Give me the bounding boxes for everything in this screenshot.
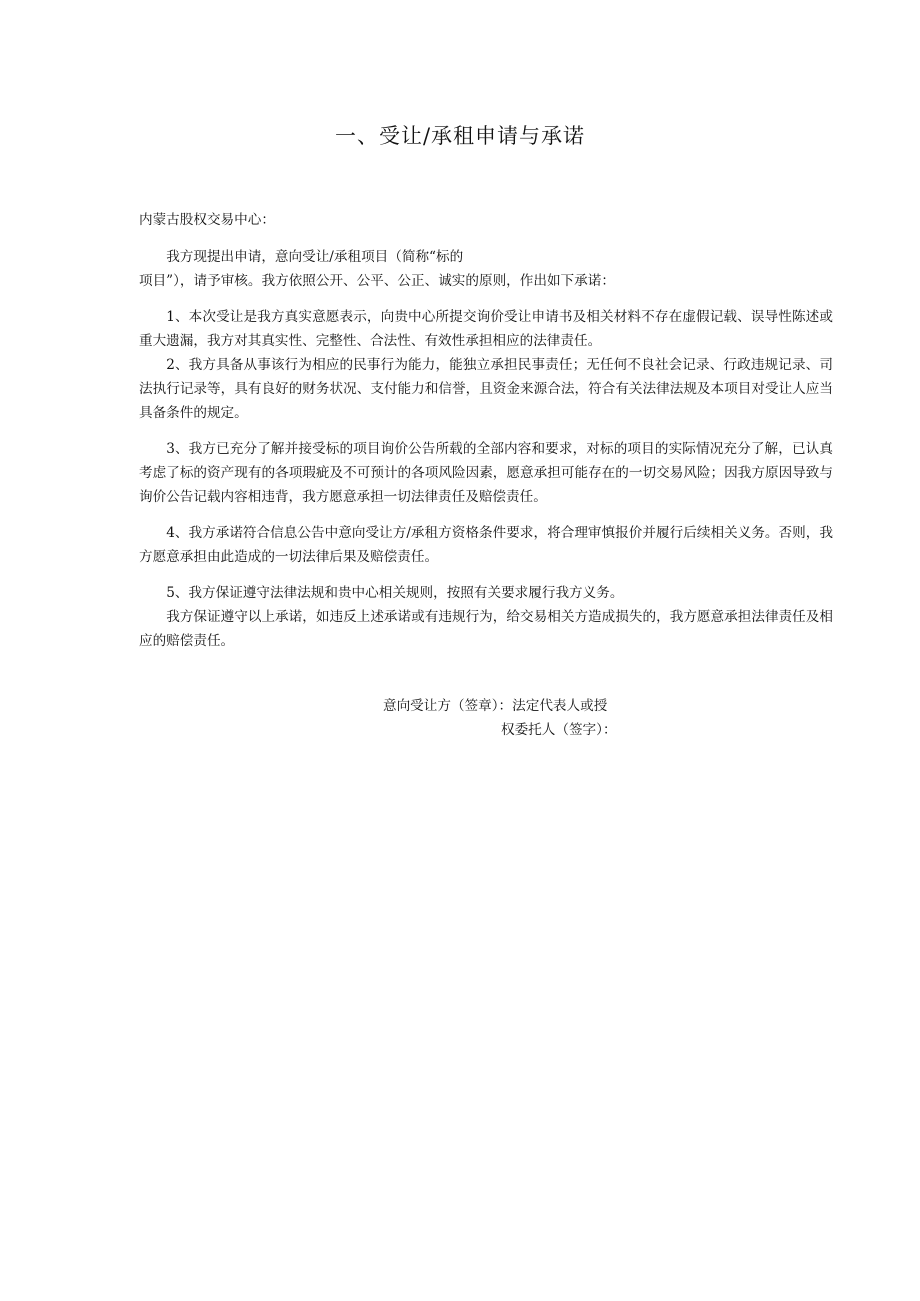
closing-paragraph: 我方保证遵守以上承诺，如违反上述承诺或有违规行为，给交易相关方造成损失的，我方愿意承担法律责任及相应的赔偿责任。 [139,609,833,649]
intro-line-1: 我方现提出申请，意向受让/承租项目（简称“标的 [166,249,464,265]
signature-block [383,694,643,742]
signature-line-2: 权委托人（签字）： [501,722,617,738]
addressee: 内蒙古股权交易中心： [139,212,275,228]
commitment-item-4: 4、我方承诺符合信息公告中意向受让方/承租方资格条件要求，将合理审慎报价并履行后续相关义务。否则，我方愿意承担由此造成的一切法律后果及赔偿责任。 [139,525,833,565]
document-body [139,208,833,653]
commitment-item-5: 5、我方保证遵守法律法规和贵中心相关规则，按照有关要求履行我方义务。 [166,585,624,601]
commitment-item-3: 3、我方已充分了解并接受标的项目询价公告所载的全部内容和要求，对标的项目的实际情况充分了解，已认真考虑了标的资产现有的各项瑕疵及不可预计的各项风险因素，愿意承担可能存在的一切交易风险；因我方原因导致与询价公告记载内容相违背，我方愿意承担一切法律责任及赔偿责任。 [139,441,833,505]
signature-line-1: 意向受让方（签章）：法定代表人或授 [383,698,608,714]
commitment-item-1: 1、本次受让是我方真实意愿表示，向贵中心所提交询价受让申请书及相关材料不存在虚假记载、误导性陈述或重大遗漏，我方对其真实性、完整性、合法性、有效性承担相应的法律责任。 [139,309,833,349]
document-title: 一、受让/承租申请与承诺 [334,124,586,148]
commitment-item-2: 2、我方具备从事该行为相应的民事行为能力，能独立承担民事责任；无任何不良社会记录、行政违规记录、司法执行记录等，具有良好的财务状况、支付能力和信誉，且资金来源合法，符合有关法律法规及本项目对受让人应当具备条件的规定。 [139,357,833,421]
intro-line-2: 项目”），请予审核。我方依照公开、公平、公正、诚实的原则，作出如下承诺： [139,273,615,289]
